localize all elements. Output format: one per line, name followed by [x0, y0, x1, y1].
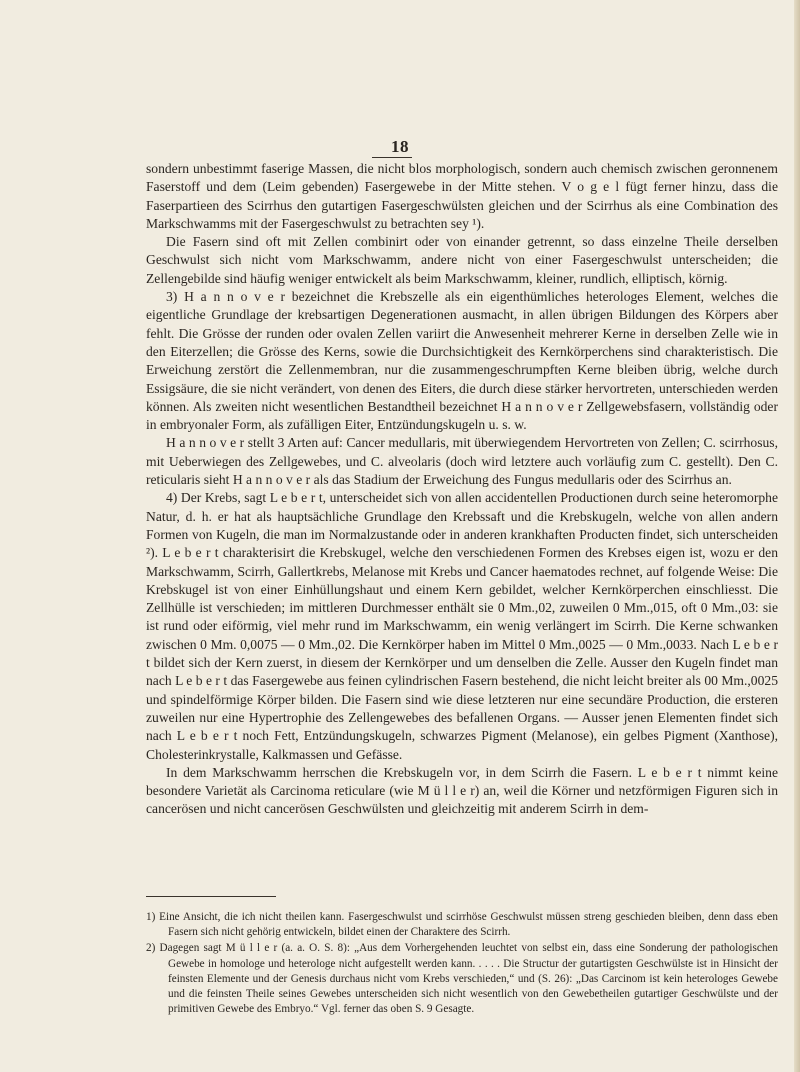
page-edge — [794, 0, 800, 1072]
paragraph: 3) H a n n o v e r bezeichnet die Krebszelle als ein eigenthümliches heterologes Element, welches die eigentliche Grundlage der krebsartigen Degenerationen ausmacht, in allen übrigen Bildungen des Körpers aber fehlt. Die Grösse der runden oder ovalen Zellen variirt die Anwesenheit mehrerer Kerne in derselben Zelle wie in den Eiterzellen; die Grösse des Kerns, sowie die Durchsichtigkeit des Kernkörperchens sind charakteristisch. Die Erweichung zerstört die Zellenmembran, nur die zusammengeschrumpften Kerne bleiben übrig, welche durch Essigsäure, die sie nicht verändert, von denen des Eiters, die durch diese stärker hervortreten, unterschieden werden können. Als zweiten nicht wesentlichen Bestandtheil bezeichnet H a n n o v e r Zellgewebsfasern, vollständig oder in embryonaler Form, als zufälligen Eiter, Entzündungskugeln u. s. w. — [146, 289, 778, 433]
paragraph: In dem Markschwamm herrschen die Krebskugeln vor, in dem Scirrh die Fasern. L e b e r t nimmt keine besondere Varietät als Carcinoma reticulare (wie M ü l l e r) an, weil die Körner und netzförmigen Figuren sich in cancerösen und nicht cancerösen Geschwülsten und gleichzeitig mit anderem Scirrh in dem- — [146, 764, 778, 817]
page-number: 18 — [391, 137, 409, 156]
footnotes — [146, 910, 778, 1018]
footnote: 1) Eine Ansicht, die ich nicht theilen kann. Fasergeschwulst und scirrhöse Geschwulst müssen streng geschieden bleiben, denn dass eben Fasern sich nicht gehörig entwickeln, bildet einen der Charaktere des Scirrh. — [146, 911, 778, 939]
paragraph: Die Fasern sind oft mit Zellen combinirt oder von einander getrennt, so dass einzelne Theile derselben Geschwulst sich nicht vom Markschwamm, andere nicht von einer Fasergeschwulst unterscheiden; die Zellengebilde sind häufig weniger entwickelt als beim Markschwamm, kleiner, rundlich, elliptisch, körnig. — [146, 234, 778, 286]
footnote: 2) Dagegen sagt M ü l l e r (a. a. O. S. 8): „Aus dem Vorhergehenden leuchtet von selbst ein, dass eine Sonderung der pathologischen Gewebe in homologe und heterologe nicht aufgestellt werden kann. . . . . Die Structur der gutartigsten Geschwülste ist in Hinsicht der feinsten Elemente und der Genesis durchaus nicht vom Krebs verschieden,“ und (S. 26): „Das Carcinom ist kein heterologes Gewebe und die feinsten Theile seines Gewebes unterscheiden sich nicht wesentlich von den Gewebetheilen gutartiger Geschwülste und der primitiven Gewebe des Embryo.“ Vgl. ferner das oben S. 9 Gesagte. — [146, 942, 778, 1016]
paragraph: 4) Der Krebs, sagt L e b e r t, unterscheidet sich von allen accidentellen Productionen durch seine heteromorphe Natur, d. h. er hat als hauptsächliche Grundlage den Krebssaft und die Krebskugeln, welche von allen andern Formen von Kugeln, die man im Normalzustande oder in anderen krankhaften Producten findet, sich unterscheiden ²). L e b e r t charakterisirt die Krebskugel, welche den verschiedenen Formen des Krebses eigen ist, wozu er den Markschwamm, Scirrh, Gallertkrebs, Melanose mit Krebs und Cancer haematodes rechnet, auf folgende Weise: Die Krebskugel ist von einer Einhüllungshaut und einem Kern gebildet, welcher Kernkörperchen einschliesst. Die Zellhülle ist verschieden; im mittleren Durchmesser enthält sie 0 Mm.,02, zuweilen 0 Mm.,015, oft 0 Mm.,03: sie ist rund oder eiförmig, viel mehr rund im Markschwamm, ein wenig verlängert im Scirrh. Die Kerne schwanken zwischen 0 Mm. 0,0075 — 0 Mm.,02. Die Kernkörper haben im Mittel 0 Mm.,0025 — 0 Mm.,0033. Nach L e b e r t bildet sich der Kern zuerst, in diesem der Kernkörper und um denselben die Zelle. Ausser den Kugeln findet man nach L e b e r t das Fasergewebe aus feinen cylindrischen Fasern bestehend, die nicht leicht breiter als 00 Mm.,0025 und spindelförmige Körper bilden. Die Fasern sind wie diese letzteren nur eine secundäre Production, die ersteren zuweilen nur eine Hypertrophie des Zellengewebes des befallenen Organs. — Ausser jenen Elementen findet sich nach L e b e r t noch Fett, Entzündungskugeln, schwarzes Pigment (Melanose), ein gelbes Pigment (Xanthose), Cholesterinkrystalle, Kalkmassen und Gefässe. — [146, 490, 778, 762]
footnote-rule — [146, 896, 276, 897]
page-number-rule — [372, 157, 412, 158]
paragraph: H a n n o v e r stellt 3 Arten auf: Cancer medullaris, mit überwiegendem Hervortreten von Zellen; C. scirrhosus, mit Ueberwiegen des Zellgewebes, und C. alveolaris (doch wird letztere auch vorläufig zum C. gestellt). Den C. reticularis sieht H a n n o v e r als das Stadium der Erweichung des Fungus medullaris oder des Scirrhus an. — [146, 435, 778, 488]
paragraph: sondern unbestimmt faserige Massen, die nicht blos morphologisch, sondern auch chemisch zwischen geronnenem Faserstoff und dem (Leim gebenden) Fasergewebe in der Mitte stehen. V o g e l fügt ferner hinzu, dass die Faserpartieen des Scirrhus den gutartigen Fasergeschwülsten gleichen und der Scirrhus als eine Combination des Markschwamms mit der Fasergeschwulst zu betrachten sey ¹). — [146, 161, 778, 231]
body-text — [146, 160, 778, 819]
